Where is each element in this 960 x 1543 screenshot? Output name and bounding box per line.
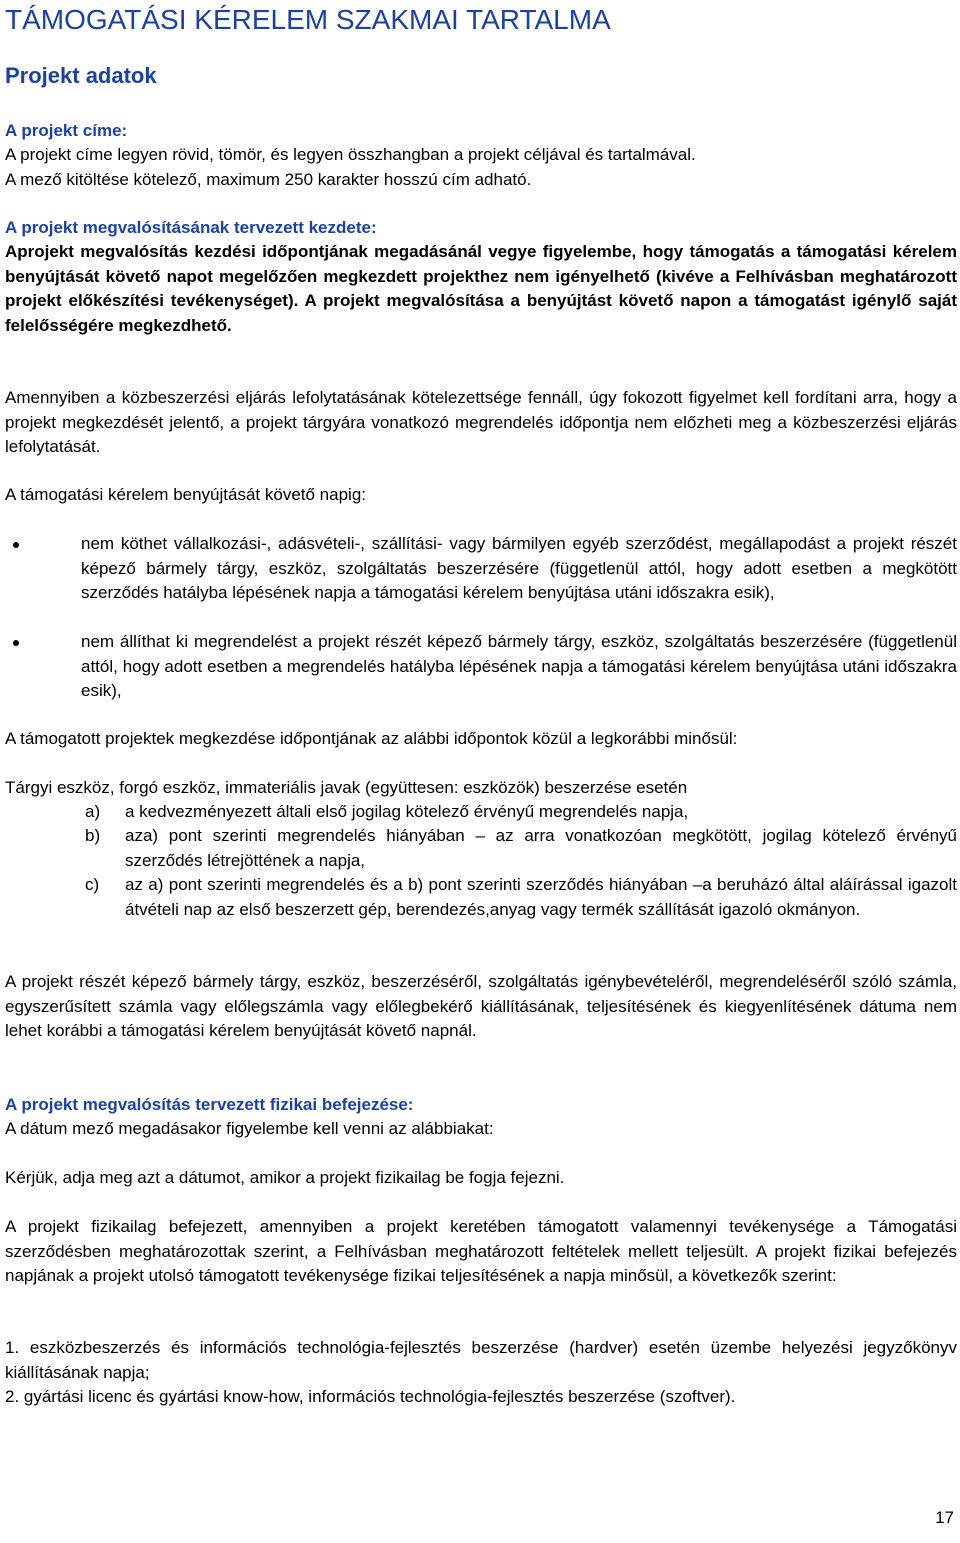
numbered-item: 1. eszközbeszerzés és információs technológia-fejlesztés beszerzése (hardver) esetén üzembe helyezési jegyzőkönyv kiállításának napja; <box>5 1338 957 1382</box>
page-number: 17 <box>935 1508 954 1527</box>
fizikailag-paragraph: A projekt fizikailag befejezett, amennyiben a projekt keretében támogatott valamennyi tevékenysége a Támogatási szerződésben meghatározottak szerint, a Felhívásban meghatározott feltételek mellett teljesült. A projekt fizikai befejezés napjának a projekt utolsó támogatott tevékenysége fizikai teljesítésének a napja minősül, a következők szerint: <box>5 1217 957 1285</box>
kezdete-paragraph: Aprojekt megvalósítás kezdési időpontjának megadásánál vegye figyelembe, hogy támogatás a támogatási kérelem benyújtását követő napot megelőzően megkezdett projekthez nem igényelhető (kivéve a Felhívásban meghatározott projekt előkészítési tevékenységet). A projekt megvalósítása a benyújtást követő napon a támogatást igénylő saját felelősségére megkezdhető. <box>5 242 957 335</box>
befejezes-text: A dátum mező megadásakor figyelembe kell venni az alábbiakat: <box>5 1119 494 1138</box>
list-text: a kedvezményezett általi első jogilag kötelező érvényű megrendelés napja, <box>125 802 689 821</box>
list-text: aza) pont szerinti megrendelés hiányában – az arra vonatkozóan megkötött, jogilag kötelező érvényű szerződés létrejöttének a napja, <box>125 826 957 870</box>
projekt-cime-text <box>5 143 957 192</box>
list-marker: c) <box>85 875 100 894</box>
document-title: TÁMOGATÁSI KÉRELEM SZAKMAI TARTALMA <box>5 4 611 35</box>
bullet-icon <box>13 542 19 548</box>
numbered-item: 2. gyártási licenc és gyártási know-how, információs technológia-fejlesztés beszerzése (szoftver). <box>5 1387 736 1406</box>
projekt-cime-line: A mező kitöltése kötelező, maximum 250 karakter hosszú cím adható. <box>5 169 532 189</box>
targyi-eszkoz-text: Tárgyi eszköz, forgó eszköz, immateriális javak (együttesen: eszközök) beszerzése esetén <box>5 778 688 797</box>
list-text: az a) pont szerinti megrendelés és a b) pont szerinti szerződés hiányában –a beruházó által aláírással igazolt átvételi nap az első beszerzett gép, berendezés,anyag vagy termék szállítását igazoló okmányon. <box>125 875 957 919</box>
list-marker: a) <box>85 802 101 821</box>
kozbeszerzes-paragraph: Amennyiben a közbeszerzési eljárás lefolytatásának kötelezettsége fennáll, úgy fokozott figyelmet kell fordítani arra, hogy a projekt megkezdését jelentő, a projekt tárgyára vonatkozó megrendelés időpontja nem előzheti meg a közbeszerzési eljárás lefolytatását. <box>5 388 957 456</box>
projekt-cime-line: A projekt címe legyen rövid, tömör, és legyen összhangban a projekt céljával és tartalmával. <box>5 145 696 164</box>
befejezes-heading: A projekt megvalósítás tervezett fizikai befejezése: <box>5 1095 414 1114</box>
bullet-icon <box>13 640 19 646</box>
kerjuk-text: Kérjük, adja meg azt a dátumot, amikor a projekt fizikailag be fogja fejezni. <box>5 1168 565 1187</box>
projekt-cime-heading: A projekt címe: <box>5 121 128 140</box>
megkezdes-idopont-text: A támogatott projektek megkezdése időpontjának az alábbi időpontok közül a legkorábbi minősül: <box>5 729 738 748</box>
bullet-text: nem állíthat ki megrendelést a projekt részét képező bármely tárgy, eszköz, szolgáltatás beszerzésére (függetlenül attól, hogy adott esetben a megrendelés hatályba lépésének napja a támogatási kérelem benyújtása utáni időszakra esik), <box>81 632 957 700</box>
section-title: Projekt adatok <box>5 63 157 88</box>
bullet-text: nem köthet vállalkozási-, adásvételi-, szállítási- vagy bármilyen egyéb szerződést, megállapodást a projekt részét képező bármely tárgy, eszköz, szolgáltatás beszerzésére (függetlenül attól, hogy adott esetben a megkötött szerződés hatályba lépésének napja a támogatási kérelem benyújtása utáni időszakra esik), <box>81 534 957 602</box>
koveto-napig-text: A támogatási kérelem benyújtását követő napig: <box>5 485 366 504</box>
list-marker: b) <box>85 826 101 845</box>
kezdete-heading: A projekt megvalósításának tervezett kezdete: <box>5 218 377 237</box>
szamla-paragraph: A projekt részét képező bármely tárgy, eszköz, beszerzéséről, szolgáltatás igénybevételéről, megrendeléséről szóló számla, egyszerűsített számla vagy előlegszámla vagy előlegbekérő kiállításának, teljesítésének és kiegyenlítésének dátuma nem lehet korábbi a támogatási kérelem benyújtását követő napnál. <box>5 972 957 1040</box>
